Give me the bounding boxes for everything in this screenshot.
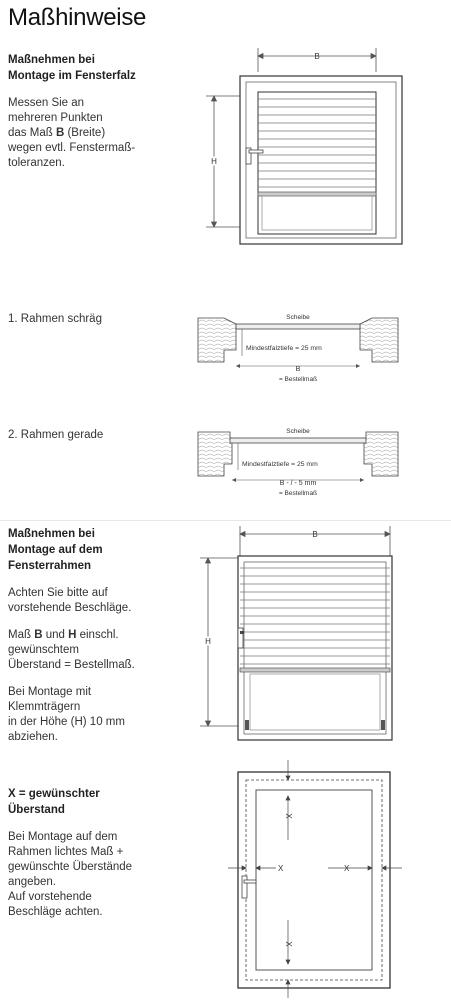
frame-oblique-diagram xyxy=(198,310,398,390)
handle-icon xyxy=(242,876,247,898)
overhang-diagram xyxy=(228,760,410,998)
glass-label: Scheibe xyxy=(286,314,310,321)
width-label: B xyxy=(314,52,320,61)
text-line: Achten Sie bitte auf xyxy=(8,587,108,599)
section3-text xyxy=(8,586,135,745)
text-line: Bei Montage mit xyxy=(8,686,92,698)
text-line: vorstehende Beschläge. xyxy=(8,602,132,614)
text-line: Klemmträgern xyxy=(8,701,81,713)
text-line: Beschläge achten. xyxy=(8,906,103,918)
order-label: = Bestellmaß xyxy=(278,490,318,497)
section3-heading xyxy=(8,526,103,574)
frame-straight-diagram xyxy=(198,424,398,504)
text-line: das Maß B (Breite) xyxy=(8,127,106,139)
page-title: Maßhinweise xyxy=(8,4,147,31)
heading-line: Überstand xyxy=(8,804,65,816)
text-line: gewünschte Überstände xyxy=(8,861,133,873)
text-line: angeben. xyxy=(8,876,56,888)
width-label: B - / - 5 mm xyxy=(279,480,317,487)
glass-label: Scheibe xyxy=(286,428,310,435)
heading-line: Fensterrahmen xyxy=(8,560,92,572)
text-line: Rahmen lichtes Maß + xyxy=(8,846,124,858)
window-falz-diagram xyxy=(200,44,415,254)
text-line: Maß B und H einschl. xyxy=(8,629,119,641)
frame-oblique-label: 1. Rahmen schräg xyxy=(8,313,102,325)
overhang-bottom-label: X xyxy=(284,941,293,947)
text-line: Messen Sie an xyxy=(8,97,85,109)
heading-line: Maßnehmen bei xyxy=(8,54,95,66)
text-line: Überstand = Bestellmaß. xyxy=(8,659,135,671)
text-line: Bei Montage auf dem xyxy=(8,831,118,843)
text-line: mehreren Punkten xyxy=(8,112,103,124)
heading-line: X = gewünschter xyxy=(8,788,100,800)
overhang-right-label: X xyxy=(344,864,350,873)
heading-line: Montage im Fensterfalz xyxy=(8,70,136,82)
order-label: = Bestellmaß xyxy=(278,376,318,383)
text-line: wegen evtl. Fenstermaß- xyxy=(8,142,136,154)
divider xyxy=(0,520,451,521)
depth-label: Mindestfalztiefe = 25 mm xyxy=(242,461,318,468)
text-line: Auf vorstehende xyxy=(8,891,92,903)
heading-line: Montage auf dem xyxy=(8,544,103,556)
width-label: B xyxy=(295,366,301,373)
section4-text xyxy=(8,830,132,920)
window-frame-diagram xyxy=(200,522,415,747)
depth-label: Mindestfalztiefe = 25 mm xyxy=(246,345,322,352)
overhang-top-label: X xyxy=(284,813,293,819)
section4-heading xyxy=(8,786,100,818)
heading-line: Maßnehmen bei xyxy=(8,528,95,540)
width-label: B xyxy=(312,530,318,539)
frame-straight-label: 2. Rahmen gerade xyxy=(8,429,104,441)
text-line: abziehen. xyxy=(8,731,58,743)
height-label: H xyxy=(205,637,211,646)
text-line: toleranzen. xyxy=(8,157,65,169)
section1-text xyxy=(8,96,135,171)
text-line: gewünschtem xyxy=(8,644,79,656)
section1-heading xyxy=(8,52,136,84)
text-line: in der Höhe (H) 10 mm xyxy=(8,716,125,728)
height-label: H xyxy=(211,157,217,166)
overhang-left-label: X xyxy=(278,864,284,873)
